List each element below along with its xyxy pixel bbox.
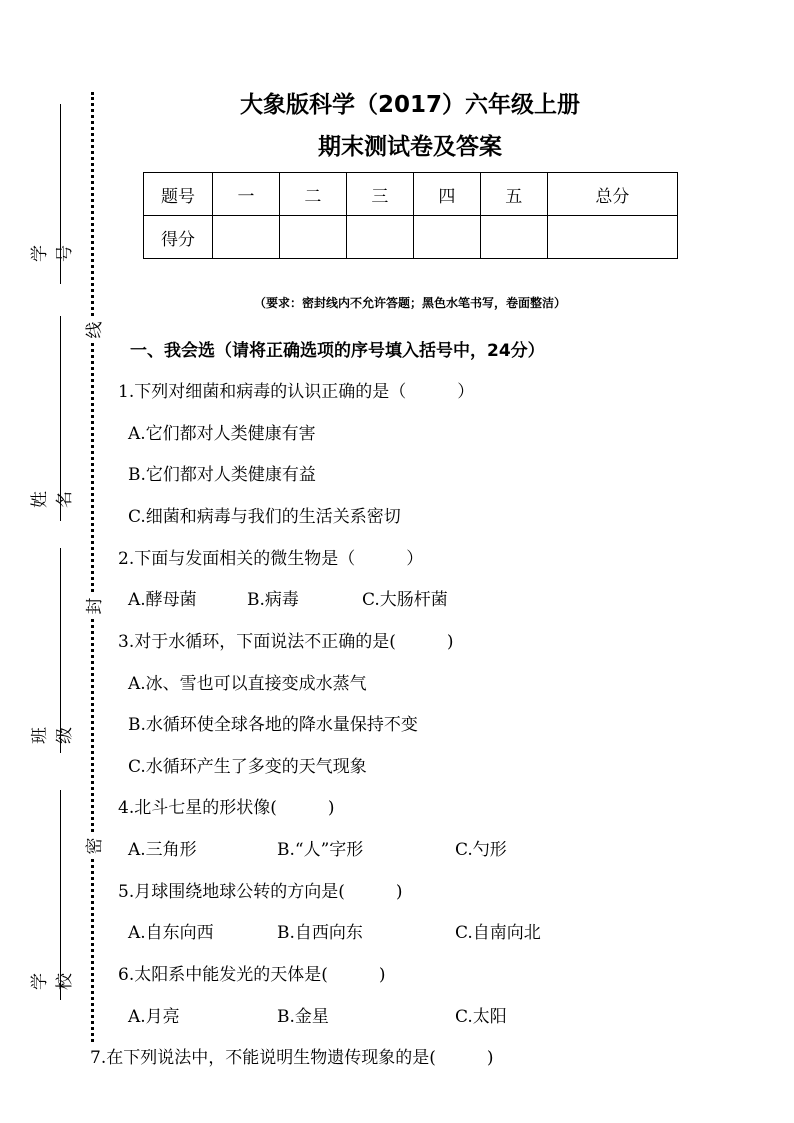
question-option: A.冰、雪也可以直接变成水蒸气: [128, 674, 367, 694]
question-option: C.水循环产生了多变的天气现象: [128, 757, 367, 777]
score-table-cell: 三: [346, 173, 413, 216]
student-id-label: 学号: [30, 245, 75, 262]
score-table-cell: 二: [279, 173, 346, 216]
page-title: 大象版科学（2017）六年级上册: [239, 92, 580, 118]
question-option: B.“人”字形: [277, 840, 364, 860]
question-option: C.细菌和病毒与我们的生活关系密切: [128, 507, 401, 527]
score-table-cell: 四: [413, 173, 480, 216]
question-stem: 7.在下列说法中，不能说明生物遗传现象的是( ): [90, 1048, 494, 1068]
question-stem: 4.北斗七星的形状像( ): [118, 798, 335, 818]
question-option: C.自南向北: [455, 923, 541, 943]
question-option: B.它们都对人类健康有益: [128, 465, 316, 485]
seal-char-line: 线: [80, 318, 104, 342]
question-stem: 1.下列对细菌和病毒的认识正确的是（ ）: [118, 382, 475, 402]
question-option: B.自西向东: [277, 923, 363, 943]
question-option: C.太阳: [455, 1007, 507, 1027]
name-label: 姓名: [30, 491, 75, 508]
class-label: 班级: [30, 727, 75, 744]
score-table-cell: 得分: [144, 216, 213, 259]
question-option: B.水循环使全球各地的降水量保持不变: [128, 715, 418, 735]
score-table-cell: 五: [480, 173, 547, 216]
question-option: A.自东向西: [128, 923, 214, 943]
section-heading: 一、我会选（请将正确选项的序号填入括号中，24分）: [130, 341, 545, 361]
question-option: B.病毒: [247, 590, 299, 610]
question-stem: 2.下面与发面相关的微生物是（ ）: [118, 549, 424, 569]
seal-dotted-line: [91, 92, 94, 1042]
page-subtitle: 期末测试卷及答案: [318, 134, 502, 160]
score-table-header-row: [144, 173, 678, 216]
question-option: A.三角形: [128, 840, 197, 860]
score-table-cell: 总分: [547, 173, 677, 216]
seal-char-secret: 密: [80, 834, 104, 858]
school-label: 学校: [30, 973, 75, 990]
score-input-cell[interactable]: [279, 216, 346, 259]
score-table-cell: 一: [213, 173, 280, 216]
question-option: C.大肠杆菌: [362, 590, 448, 610]
score-input-cell[interactable]: [213, 216, 280, 259]
score-table-score-row: [144, 216, 678, 259]
score-table-cell: 题号: [144, 173, 213, 216]
question-stem: 6.太阳系中能发光的天体是( ): [118, 965, 386, 985]
score-input-cell[interactable]: [547, 216, 677, 259]
seal-char-seal: 封: [80, 594, 104, 618]
question-option: B.金星: [277, 1007, 329, 1027]
score-table: [143, 172, 678, 259]
question-option: A.它们都对人类健康有害: [128, 424, 316, 444]
question-option: A.酵母菌: [128, 590, 197, 610]
question-option: A.月亮: [128, 1007, 180, 1027]
score-input-cell[interactable]: [346, 216, 413, 259]
question-option: C.勺形: [455, 840, 507, 860]
question-stem: 3.对于水循环，下面说法不正确的是( ): [118, 632, 454, 652]
exam-notice: （要求：密封线内不允许答题；黑色水笔书写，卷面整洁）: [253, 296, 566, 310]
score-input-cell[interactable]: [480, 216, 547, 259]
score-input-cell[interactable]: [413, 216, 480, 259]
question-stem: 5.月球围绕地球公转的方向是( ): [118, 882, 403, 902]
